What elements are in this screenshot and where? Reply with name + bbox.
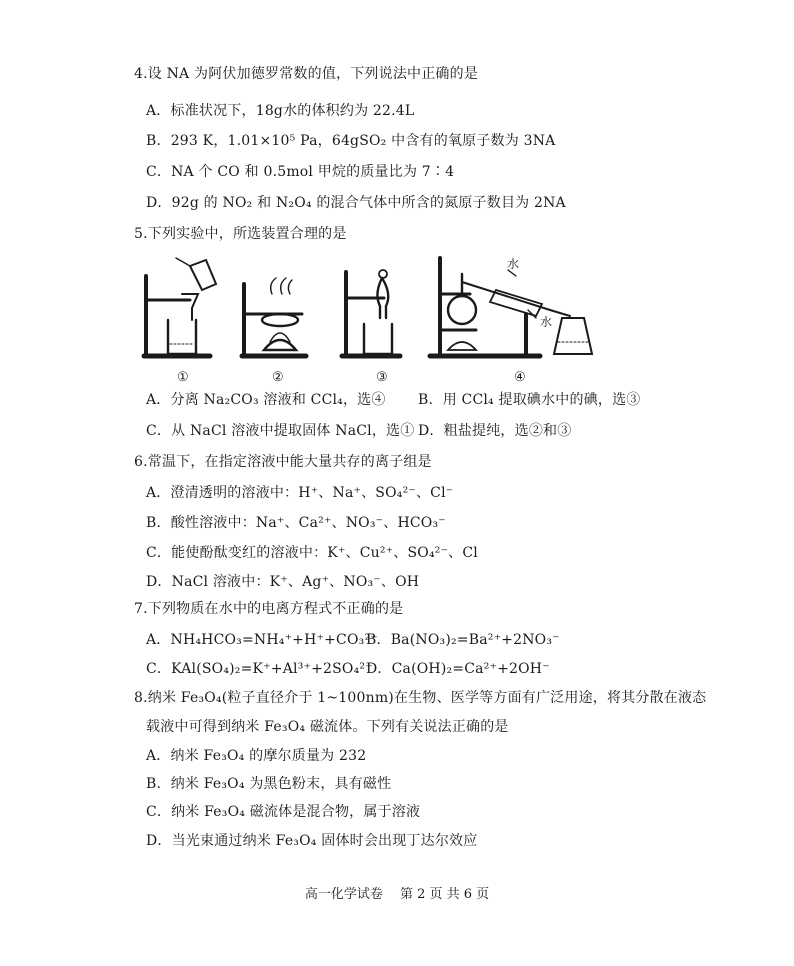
q7-option-c: C．KAl(SO₄)₂=K⁺+Al³⁺+2SO₄²⁻ bbox=[146, 661, 373, 677]
q7-option-a: A．NH₄HCO₃=NH₄⁺+H⁺+CO₃²⁻ bbox=[146, 632, 378, 648]
q8-option-a: A．纳米 Fe₃O₄ 的摩尔质量为 232 bbox=[146, 748, 367, 764]
apparatus-3-separatory-funnel bbox=[342, 270, 400, 356]
q6-option-d: D．NaCl 溶液中：K⁺、Ag⁺、NO₃⁻、OH bbox=[146, 574, 420, 590]
q5-option-d: D．粗盐提纯，选②和③ bbox=[418, 423, 572, 439]
apparatus-label-1: ① bbox=[177, 370, 189, 385]
q8-stem-line1: 8.纳米 Fe₃O₄(粒子直径介于 1~100nm)在生物、医学等方面有广泛用途，将其分散在液态 bbox=[134, 690, 707, 706]
apparatus-4-distillation bbox=[430, 258, 592, 356]
water-label-top: 水 bbox=[507, 257, 520, 271]
q6-stem: 6.常温下，在指定溶液中能大量共存的离子组是 bbox=[134, 454, 432, 470]
apparatus-2-evaporation bbox=[242, 278, 306, 356]
q8-stem-line2: 载液中可得到纳米 Fe₃O₄ 磁流体。下列有关说法正确的是 bbox=[146, 719, 509, 735]
q6-option-a: A．澄清透明的溶液中：H⁺、Na⁺、SO₄²⁻、Cl⁻ bbox=[146, 485, 454, 501]
water-label-bottom: 水 bbox=[540, 315, 553, 329]
apparatus-1-filtration bbox=[144, 258, 216, 356]
q7-option-d: D．Ca(OH)₂=Ca²⁺+2OH⁻ bbox=[366, 661, 550, 677]
q8-option-b: B．纳米 Fe₃O₄ 为黑色粉末，具有磁性 bbox=[146, 776, 392, 792]
q7-option-b: B．Ba(NO₃)₂=Ba²⁺+2NO₃⁻ bbox=[366, 632, 560, 648]
q6-option-b: B．酸性溶液中：Na⁺、Ca²⁺、NO₃⁻、HCO₃⁻ bbox=[146, 515, 446, 531]
apparatus-label-3: ③ bbox=[376, 370, 388, 385]
q7-stem: 7.下列物质在水中的电离方程式不正确的是 bbox=[134, 601, 404, 617]
lab-apparatus-figure bbox=[130, 254, 600, 386]
apparatus-label-4: ④ bbox=[514, 370, 526, 385]
apparatus-label-2: ② bbox=[272, 370, 284, 385]
q8-option-d: D．当光束通过纳米 Fe₃O₄ 固体时会出现丁达尔效应 bbox=[146, 833, 478, 849]
q4-option-a: A．标准状况下，18g水的体积约为 22.4L bbox=[146, 103, 415, 119]
q4-stem: 4.设 NA 为阿伏加德罗常数的值，下列说法中正确的是 bbox=[134, 66, 479, 82]
q5-option-a: A．分离 Na₂CO₃ 溶液和 CCl₄，选④ bbox=[146, 392, 386, 408]
q4-option-d: D．92g 的 NO₂ 和 N₂O₄ 的混合气体中所含的氮原子数目为 2NA bbox=[146, 195, 566, 211]
q5-option-c: C．从 NaCl 溶液中提取固体 NaCl，选① bbox=[146, 423, 415, 439]
q5-option-b: B．用 CCl₄ 提取碘水中的碘，选③ bbox=[418, 392, 641, 408]
q4-option-b: B．293 K，1.01×10⁵ Pa，64gSO₂ 中含有的氧原子数为 3NA bbox=[146, 133, 556, 149]
q4-option-c: C．NA 个 CO 和 0.5mol 甲烷的质量比为 7∶4 bbox=[146, 164, 455, 180]
q5-stem: 5.下列实验中，所选装置合理的是 bbox=[134, 226, 347, 242]
q6-option-c: C．能使酚酞变红的溶液中：K⁺、Cu²⁺、SO₄²⁻、Cl bbox=[146, 545, 478, 561]
q8-option-c: C．纳米 Fe₃O₄ 磁流体是混合物，属于溶液 bbox=[146, 804, 421, 820]
page-footer: 高一化学试卷 第 2 页 共 6 页 bbox=[304, 887, 490, 902]
